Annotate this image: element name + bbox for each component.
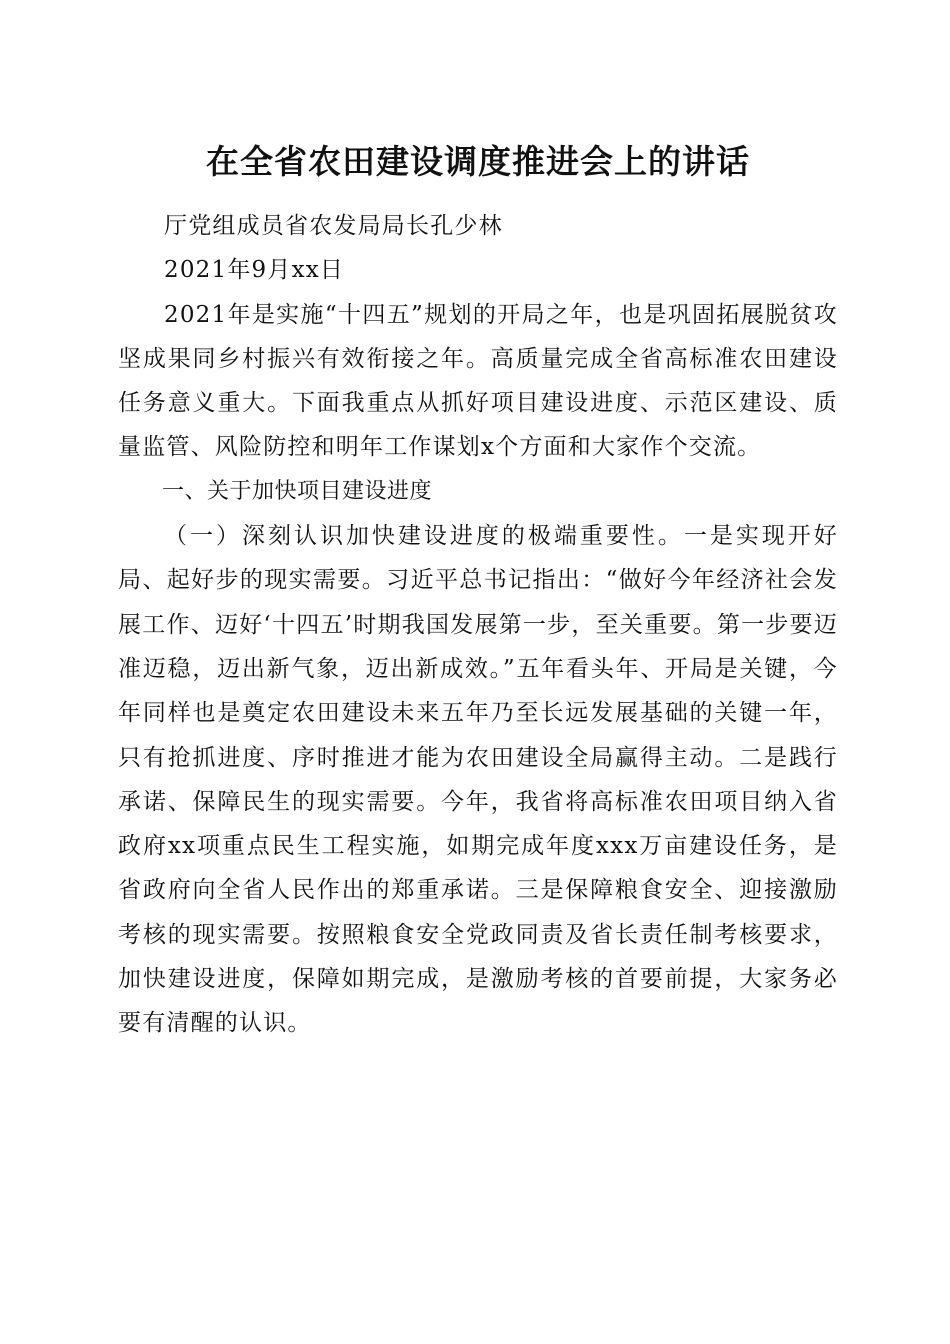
document-title: 在全省农田建设调度推进会上的讲话 bbox=[206, 142, 750, 181]
date-line: 2021年9月xx日 bbox=[164, 257, 345, 284]
subsection-heading: （一）深刻认识加快建设进度的极端重要性。 bbox=[164, 523, 684, 550]
document-body bbox=[118, 204, 838, 1046]
subsection-body: 一是实现开好局、起好步的现实需要。习近平总书记指出：“做好今年经济社会发展工作、迈好‘十四五’时期我国发展第一步，至关重要。第一步要迈准迈稳，迈出新气象，迈出新成效。”五年看头年、开局是关键，今年同样也是奠定农田建设未来五年乃至长远发展基础的关键一年，只有抢抓进度、序时推进才能为农田建设全局赢得主动。二是践行承诺、保障民生的现实需要。今年，我省将高标准农田项目纳入省政府xx项重点民生工程实施，如期完成年度xxx万亩建设任务，是省政府向全省人民作出的郑重承诺。三是保障粮食安全、迎接激励考核的现实需要。按照粮食安全党政同责及省长责任制考核要求，加快建设进度，保障如期完成，是激励考核的首要前提，大家务必要有清醒的认识。 bbox=[118, 523, 839, 1037]
section-heading: 一、关于加快项目建设进度 bbox=[162, 478, 433, 504]
author-line: 厅党组成员省农发局局长孔少林 bbox=[164, 213, 503, 239]
intro-paragraph: 2021年是实施“十四五”规划的开局之年，也是巩固拓展脱贫攻坚成果同乡村振兴有效衔接之年。高质量完成全省高标准农田建设任务意义重大。下面我重点从抓好项目建设进度、示范区建设、质量监管、风险防控和明年工作谋划x个方面和大家作个交流。 bbox=[118, 301, 838, 461]
subsection-paragraph bbox=[118, 514, 838, 1046]
